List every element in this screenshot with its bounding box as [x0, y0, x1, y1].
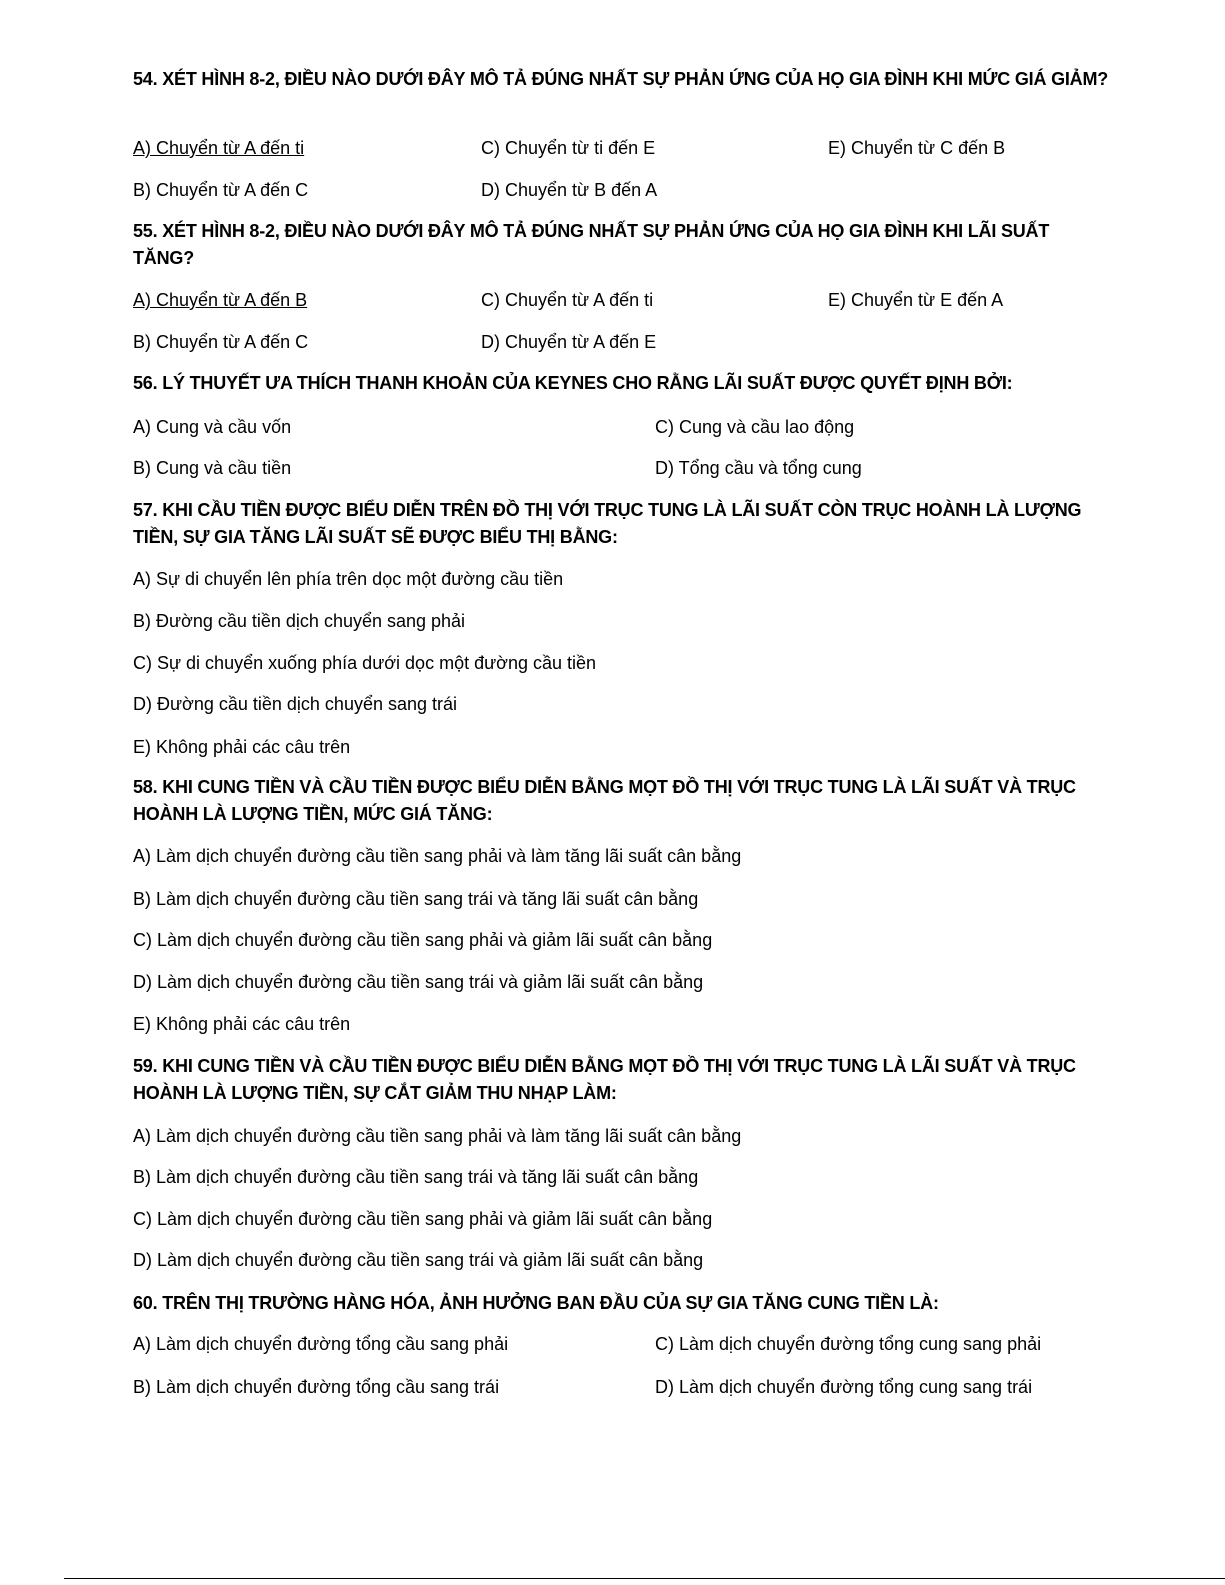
question-55-option-b: B) Chuyển từ A đến C — [133, 332, 309, 352]
question-55-option-e: E) Chuyển từ E đến A — [828, 290, 1004, 310]
question-58-option-e: E) Không phải các câu trên — [133, 1014, 351, 1034]
question-57-option-c: C) Sự di chuyển xuống phía dưới dọc một đường cầu tiền — [133, 653, 597, 673]
question-54-option-d: D) Chuyển từ B đến A — [481, 180, 658, 200]
question-60-option-c: C) Làm dịch chuyển đường tổng cung sang phải — [655, 1334, 1042, 1354]
question-60-option-d: D) Làm dịch chuyển đường tổng cung sang trái — [655, 1377, 1033, 1397]
question-56-option-b: B) Cung và cầu tiền — [133, 458, 292, 478]
question-56-option-c: C) Cung và cầu lao động — [655, 417, 855, 437]
question-54-title: 54. XÉT HÌNH 8-2, ĐIỀU NÀO DƯỚI ĐÂY MÔ TẢ ĐÚNG NHẤT SỰ PHẢN ỨNG CỦA HỌ GIA ĐÌNH KHI MỨC GIÁ GIẢM? — [133, 69, 1109, 89]
question-54-option-b: B) Chuyển từ A đến C — [133, 180, 309, 200]
question-59-option-d: D) Làm dịch chuyển đường cầu tiền sang trái và giảm lãi suất cân bằng — [133, 1250, 704, 1270]
question-57-option-d: D) Đường cầu tiền dịch chuyển sang trái — [133, 694, 458, 714]
question-58-option-d: D) Làm dịch chuyển đường cầu tiền sang trái và giảm lãi suất cân bằng — [133, 972, 704, 992]
question-56-title: 56. LÝ THUYẾT ƯA THÍCH THANH KHOẢN CỦA KEYNES CHO RẰNG LÃI SUẤT ĐƯỢC QUYẾT ĐỊNH BỞI: — [133, 373, 1013, 393]
question-55-title: 55. XÉT HÌNH 8-2, ĐIỀU NÀO DƯỚI ĐÂY MÔ TẢ ĐÚNG NHẤT SỰ PHẢN ỨNG CỦA HỌ GIA ĐÌNH KHI LÃI SUẤT TĂNG? — [133, 221, 1050, 268]
question-55-option-c: C) Chuyển từ A đến ti — [481, 290, 654, 310]
question-57-option-b: B) Đường cầu tiền dịch chuyển sang phải — [133, 611, 466, 631]
question-55-option-d: D) Chuyển từ A đến E — [481, 332, 657, 352]
question-54-option-c: C) Chuyển từ ti đến E — [481, 138, 656, 158]
question-60-option-b: B) Làm dịch chuyển đường tổng cầu sang trái — [133, 1377, 500, 1397]
question-56-option-a: A) Cung và cầu vốn — [133, 417, 292, 437]
question-57-option-a: A) Sự di chuyển lên phía trên dọc một đường cầu tiền — [133, 569, 564, 589]
question-55-option-a: A) Chuyển từ A đến B — [133, 290, 308, 310]
question-59-option-b: B) Làm dịch chuyển đường cầu tiền sang trái và tăng lãi suất cân bằng — [133, 1167, 699, 1187]
question-60-title: 60. TRÊN THỊ TRƯỜNG HÀNG HÓA, ẢNH HƯỞNG BAN ĐẦU CỦA SỰ GIA TĂNG CUNG TIỀN LÀ: — [133, 1293, 939, 1313]
question-59-option-a: A) Làm dịch chuyển đường cầu tiền sang phải và làm tăng lãi suất cân bằng — [133, 1126, 742, 1146]
question-60-option-a: A) Làm dịch chuyển đường tổng cầu sang phải — [133, 1334, 509, 1354]
question-57-title: 57. KHI CẦU TIỀN ĐƯỢC BIỂU DIỄN TRÊN ĐỒ THỊ VỚI TRỤC TUNG LÀ LÃI SUẤT CÒN TRỤC HOÀNH LÀ LƯỢNG TIỀN, SỰ GIA TĂNG LÃI SUẤT SẼ ĐƯỢC BIỂU THỊ BẰNG: — [133, 500, 1082, 547]
question-59-title: 59. KHI CUNG TIỀN VÀ CẦU TIỀN ĐƯỢC BIỂU DIỄN BẰNG MỌT ĐỒ THỊ VỚI TRỤC TUNG LÀ LÃI SUẤT VÀ TRỤC HOÀNH LÀ LƯỢNG TIỀN, SỰ CẮT GIẢM THU NHẠP LÀM: — [133, 1056, 1076, 1103]
question-54-option-e: E) Chuyển từ C đến B — [828, 138, 1006, 158]
question-54-option-a: A) Chuyển từ A đến ti — [133, 138, 305, 158]
question-58-option-c: C) Làm dịch chuyển đường cầu tiền sang phải và giảm lãi suất cân bằng — [133, 930, 713, 950]
footer-divider — [64, 1578, 1225, 1579]
question-59-option-c: C) Làm dịch chuyển đường cầu tiền sang phải và giảm lãi suất cân bằng — [133, 1209, 713, 1229]
question-57-option-e: E) Không phải các câu trên — [133, 737, 351, 757]
question-56-option-d: D) Tổng cầu và tổng cung — [655, 458, 862, 478]
question-58-option-b: B) Làm dịch chuyển đường cầu tiền sang trái và tăng lãi suất cân bằng — [133, 889, 699, 909]
question-58-title: 58. KHI CUNG TIỀN VÀ CẦU TIỀN ĐƯỢC BIỂU DIỄN BẰNG MỌT ĐỒ THỊ VỚI TRỤC TUNG LÀ LÃI SUẤT VÀ TRỤC HOÀNH LÀ LƯỢNG TIỀN, MỨC GIÁ TĂNG: — [133, 777, 1076, 824]
question-58-option-a: A) Làm dịch chuyển đường cầu tiền sang phải và làm tăng lãi suất cân bằng — [133, 846, 742, 866]
